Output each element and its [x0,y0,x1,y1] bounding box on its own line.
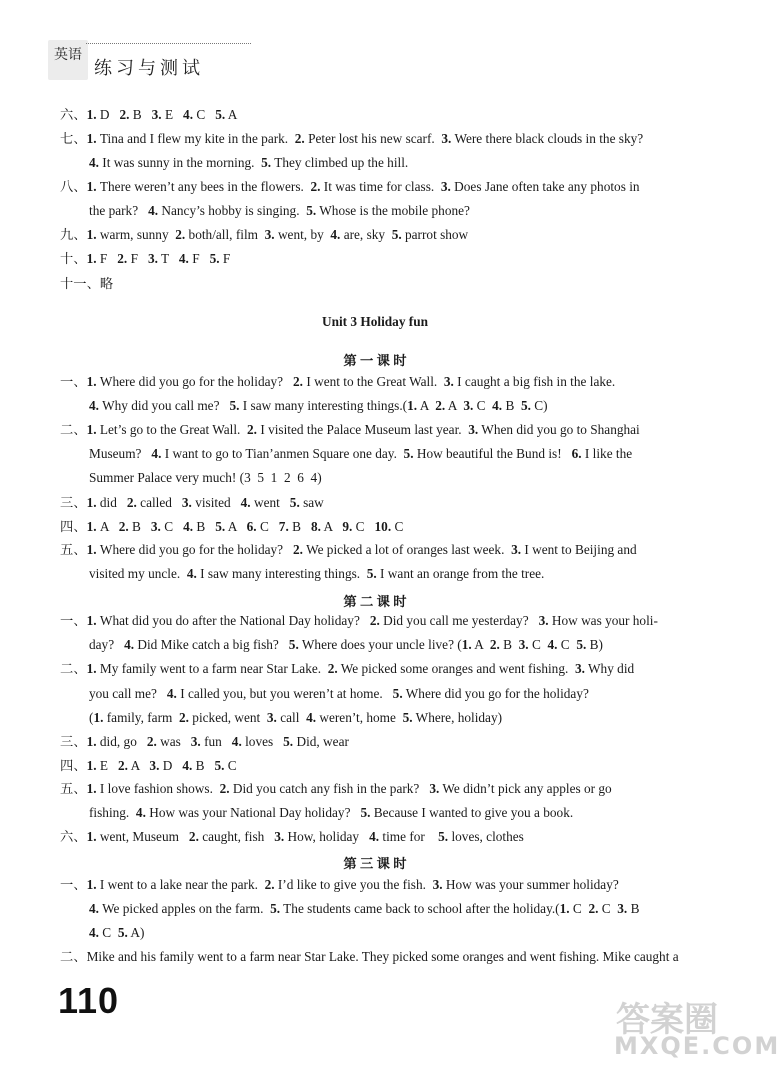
answer-line [60,828,524,846]
item-number: 3. [151,107,162,122]
item-number: 1. [86,758,97,773]
answer-text: visited my uncle. [89,566,187,581]
answer-line [60,494,324,512]
answer-text: I’d like to give you the fish. [274,877,433,892]
answer-text: Peter lost his new scarf. [304,131,442,146]
item-number: 4. [124,637,135,652]
answer-text: day? [89,637,125,652]
item-number: 3. [429,781,440,796]
item-number: 4. [135,805,146,820]
item-number: 4. [151,446,162,461]
answer-line [60,275,113,293]
answer-text: C [528,637,548,652]
answer-text: 四、 [60,758,87,773]
answer-line [60,612,658,630]
answer-text: caught, fish [198,829,275,844]
subject-badge [48,40,88,80]
answer-text: visited [191,495,241,510]
item-number: 1. [86,227,97,242]
answer-text: 七、 [60,131,87,146]
item-number: 2. [369,613,380,628]
answer-text: B [129,107,152,122]
item-number: 1. [86,495,97,510]
answer-text: both/all, film [185,227,265,242]
item-number: 1. [86,422,97,437]
answer-text: I called you, but you weren’t at home. [176,686,393,701]
item-number: 5. [306,203,317,218]
answer-line [89,202,470,220]
answer-text: fishing. [89,805,136,820]
item-number: 2. [118,519,129,534]
header-dotted-rule [86,43,251,44]
item-number: 1. [86,877,97,892]
item-number: 5. [576,637,587,652]
watermark-text: 答案圈 [616,1000,718,1040]
item-number: 2. [119,107,130,122]
item-number: 2. [188,829,199,844]
answer-text: C) [530,398,548,413]
item-number: 2. [179,710,189,725]
answer-text: We didn’t pick any apples or go [439,781,612,796]
item-number: 2. [588,901,599,916]
answer-text: I caught a big fish in the lake. [453,374,616,389]
answer-text: A [225,519,247,534]
answer-line [89,469,322,487]
item-number: 4. [89,901,99,916]
item-number: 3. [463,398,474,413]
item-number: 5. [402,710,413,725]
item-number: 2. [219,781,230,796]
answer-text: Whose is the mobile phone? [316,203,470,218]
answer-text: C [473,398,493,413]
answer-text: I want an orange from the tree. [376,566,545,581]
answer-text: loves [241,734,284,749]
answer-text: 一、 [60,374,87,389]
item-number: 6. [246,519,257,534]
item-number: 10. [374,519,392,534]
item-number: 5. [215,107,226,122]
answer-text: C [224,758,237,773]
item-number: 1. [86,179,97,194]
item-number: 3. [149,758,160,773]
answer-text: went, by [274,227,331,242]
answer-text: weren’t, home [316,710,403,725]
answer-text: B) [586,637,603,652]
item-number: 5. [438,829,449,844]
answer-text: Summer Palace very much! (3 5 1 2 6 4) [89,470,322,485]
answer-text: parrot show [401,227,469,242]
answer-text: How beautiful the Bund is! [413,446,572,461]
item-number: 5. [289,495,300,510]
answer-text: A [417,398,436,413]
answer-text: D [96,107,120,122]
answer-text: Did you catch any fish in the park? [229,781,430,796]
answer-text: 十一、略 [60,276,114,291]
answer-text: C [598,901,618,916]
answer-text: Where did you go for the holiday? [96,374,294,389]
answer-text: Did Mike catch a big fish? [134,637,289,652]
item-number: 3. [266,710,277,725]
item-number: 5. [270,901,281,916]
answer-text: did, go [96,734,147,749]
answer-text: warm, sunny [96,227,176,242]
item-number: 4. [186,566,197,581]
answer-line [60,757,237,775]
item-number: 2. [126,495,137,510]
answer-text: I want to go to Tian’anmen Square one day. [161,446,404,461]
item-number: 4. [178,251,189,266]
item-number: 4. [166,686,177,701]
answer-line [60,226,468,244]
answer-text: Did you call me yesterday? [379,613,539,628]
answer-text: It was sunny in the morning. [98,155,262,170]
item-number: 5. [520,398,531,413]
item-number: 3. [617,901,628,916]
answer-text: picked, went [188,710,267,725]
item-number: 2. [310,179,321,194]
answer-text: B [288,519,311,534]
item-number: 9. [342,519,353,534]
answer-text: How was your holi- [548,613,658,628]
lesson-heading-2: 第 二 课 时 [343,594,407,609]
item-number: 1. [461,637,472,652]
item-number: 4. [240,495,251,510]
item-number: 5. [391,227,402,242]
item-number: 4. [89,398,99,413]
answer-text: I went to Beijing and [521,542,637,557]
answer-line [60,876,619,894]
answer-line [60,518,403,536]
item-number: 4. [89,155,99,170]
answer-text: There weren’t any bees in the flowers. [96,179,311,194]
answer-text: F [127,251,148,266]
answer-text: We picked a lot of oranges last week. [303,542,512,557]
answer-text: 二、 [60,422,87,437]
answer-text: 一、 [60,877,87,892]
answer-line [60,178,640,196]
item-number: 2. [327,661,338,676]
answer-text: 八、 [60,179,87,194]
item-number: 2. [117,251,128,266]
answer-text: loves, clothes [448,829,524,844]
answer-text: Where did you go for the holiday? [96,542,294,557]
answer-line [60,660,634,678]
item-number: 3. [150,519,161,534]
answer-text: F [219,251,231,266]
answer-text: ( [89,710,94,725]
answer-text: went [250,495,290,510]
item-number: 5. [283,734,294,749]
answer-text: 二、Mike and his family went to a farm near Star Lake. They picked some oranges and went fishing. Mike caught a [60,949,679,964]
answer-text: What did you do after the National Day holiday? [96,613,370,628]
answer-text: C [98,925,118,940]
item-number: 2. [435,398,446,413]
answer-text: Did, wear [293,734,349,749]
lesson-heading-1: 第 一 课 时 [343,353,407,368]
answer-text: 九、 [60,227,87,242]
answer-text: 一、 [60,613,87,628]
answer-text: C [160,519,184,534]
item-number: 3. [274,829,285,844]
item-number: 4. [306,710,317,725]
answer-text: When did you go to Shanghai [478,422,640,437]
answer-text: Were there black clouds in the sky? [451,131,644,146]
page-number: 110 [58,980,120,1021]
item-number: 2. [293,374,304,389]
answer-text: 六、 [60,107,87,122]
item-number: 3. [190,734,201,749]
answer-line [60,106,237,124]
item-number: 1. [86,131,97,146]
answer-text: 三、 [60,495,87,510]
item-number: 1. [86,542,97,557]
answer-text: are, sky [340,227,392,242]
answer-text: B [499,637,519,652]
item-number: 4. [492,398,503,413]
answer-line [89,636,603,654]
item-number: 5. [229,398,240,413]
answer-line [89,709,502,727]
answer-text: I went to a lake near the park. [96,877,265,892]
item-number: 5. [403,446,414,461]
answer-text: E [161,107,184,122]
answer-line [89,397,548,415]
item-number: 5. [392,686,403,701]
answer-line [60,733,349,751]
answer-text: C [569,901,589,916]
answer-text: F [188,251,210,266]
answer-text: C [193,107,216,122]
item-number: 3. [468,422,479,437]
item-number: 4. [183,519,194,534]
item-number: 3. [443,374,454,389]
answer-text: you call me? [89,686,167,701]
answer-line [89,565,544,583]
item-number: 5. [288,637,299,652]
answer-text: B [128,519,151,534]
answer-text: C [352,519,375,534]
answer-text: fun [200,734,232,749]
answer-line [60,421,640,439]
answer-line [60,541,637,559]
item-number: 4. [183,107,194,122]
watermark-url: MXQE.COM [614,1032,780,1060]
answer-text: We picked apples on the farm. [98,901,271,916]
answer-text: saw [299,495,324,510]
answer-text: A [127,758,150,773]
answer-text: 三、 [60,734,87,749]
answer-text: E [96,758,118,773]
item-number: 3. [264,227,275,242]
item-number: 1. [86,613,97,628]
book-title: 练习与测试 [94,58,204,79]
answer-text: How was your National Day holiday? [145,805,361,820]
item-number: 4. [182,758,193,773]
item-number: 7. [278,519,289,534]
answer-text: Where does your uncle live? ( [298,637,462,652]
item-number: 3. [147,251,158,266]
answer-text: Nancy’s hobby is singing. [158,203,307,218]
answer-text: They climbed up the hill. [271,155,409,170]
answer-text: 十、 [60,251,87,266]
answer-text: 五、 [60,542,87,557]
item-number: 2. [146,734,157,749]
answer-text: A [320,519,343,534]
answer-text: I saw many interesting things.( [239,398,408,413]
item-number: 3. [574,661,585,676]
item-number: 1. [86,519,97,534]
item-number: 6. [571,446,582,461]
item-number: 2. [294,131,305,146]
item-number: 2. [489,637,500,652]
answer-text: B [627,901,640,916]
item-number: 2. [118,758,128,773]
item-number: 1. [86,734,97,749]
answer-line [60,948,679,966]
answer-text: Because I wanted to give you a book. [370,805,574,820]
answer-line [60,373,615,391]
item-number: 5. [366,566,377,581]
item-number: 1. [559,901,570,916]
item-number: 1. [86,661,97,676]
answer-text: Does Jane often take any photos in [450,179,640,194]
answer-text: Let’s go to the Great Wall. [96,422,248,437]
answer-text: called [136,495,182,510]
answer-text: Why did [584,661,635,676]
answer-text: A [471,637,490,652]
answer-text: time for [379,829,439,844]
item-number: 5. [209,251,220,266]
item-number: 1. [86,829,97,844]
unit-heading: Unit 3 Holiday fun [321,314,429,329]
answer-line [60,250,230,268]
answer-text: Where did you go for the holiday? [402,686,589,701]
item-number: 4. [369,829,380,844]
item-number: 4. [231,734,242,749]
item-number: 4. [148,203,159,218]
answer-text: 二、 [60,661,87,676]
answer-text: T [157,251,179,266]
answer-line [60,780,612,798]
item-number: 3. [440,179,451,194]
item-number: 4. [330,227,341,242]
answer-text: A [96,519,119,534]
item-number: 1. [407,398,418,413]
item-number: 2. [247,422,258,437]
watermark-logo [606,990,780,1064]
answer-line [60,130,643,148]
subject-label: 英语 [54,47,82,63]
item-number: 3. [518,637,529,652]
answer-text: did [96,495,127,510]
item-number: 5. [215,519,226,534]
item-number: 8. [310,519,321,534]
answer-line [89,804,573,822]
answer-text: went, Museum [96,829,189,844]
item-number: 5. [214,758,225,773]
item-number: 3. [181,495,192,510]
answer-text: 六、 [60,829,87,844]
item-number: 1. [86,781,97,796]
answer-text: How was your summer holiday? [442,877,619,892]
answer-text: My family went to a farm near Star Lake. [96,661,328,676]
answer-text: call [276,710,307,725]
answer-text: A) [127,925,145,940]
answer-text: How, holiday [284,829,370,844]
item-number: 3. [432,877,443,892]
item-number: 5. [261,155,272,170]
answer-text: It was time for class. [320,179,441,194]
lesson-heading-3: 第 三 课 时 [343,856,407,871]
answer-line [89,445,632,463]
answer-line [89,154,408,172]
answer-text: Museum? [89,446,152,461]
item-number: 4. [89,925,99,940]
answer-text: 五、 [60,781,87,796]
item-number: 1. [86,374,97,389]
answer-text: Tina and I flew my kite in the park. [96,131,295,146]
answer-text: family, farm [103,710,179,725]
item-number: 3. [538,613,549,628]
answer-line [89,900,639,918]
item-number: 2. [175,227,186,242]
answer-text: was [156,734,191,749]
answer-text: A [445,398,464,413]
answer-text: I saw many interesting things. [196,566,367,581]
answer-text: C [391,519,404,534]
answer-text: I went to the Great Wall. [303,374,444,389]
answer-text: B [193,519,216,534]
item-number: 2. [264,877,275,892]
answer-text: We picked some oranges and went fishing. [337,661,575,676]
answer-text: C [256,519,279,534]
answer-text: B [192,758,215,773]
answer-line [89,685,589,703]
answer-text: F [96,251,118,266]
answer-text: I love fashion shows. [96,781,220,796]
answer-text: B [502,398,521,413]
item-number: 2. [293,542,304,557]
item-number: 1. [86,107,97,122]
answer-text: 四、 [60,519,87,534]
item-number: 3. [441,131,452,146]
item-number: 3. [511,542,522,557]
answer-text: I like the [581,446,633,461]
answer-text: D [159,758,183,773]
answer-text: A [225,107,238,122]
item-number: 5. [117,925,128,940]
answer-text: the park? [89,203,149,218]
answer-text: I visited the Palace Museum last year. [257,422,469,437]
item-number: 1. [86,251,97,266]
answer-text: Why did you call me? [98,398,230,413]
answer-text: C [557,637,577,652]
item-number: 1. [93,710,104,725]
item-number: 5. [360,805,371,820]
item-number: 4. [547,637,558,652]
answer-text: Where, holiday) [412,710,503,725]
answer-text: The students came back to school after the holiday.( [280,901,560,916]
answer-line [89,924,144,942]
